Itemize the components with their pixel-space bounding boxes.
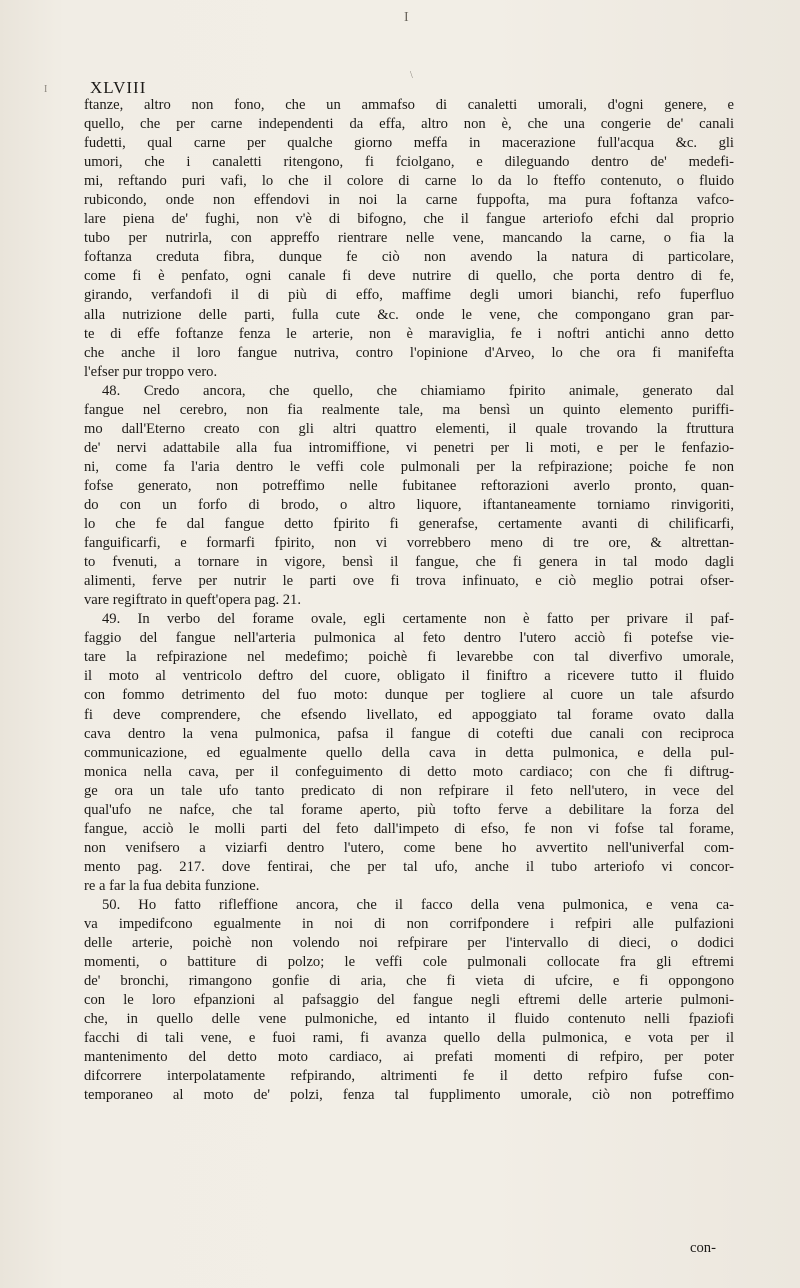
text-line: do con un forfo di brodo, o altro liquore, iftantaneamente torniamo rinvigoriti,	[84, 496, 734, 513]
text-line: faggio del fangue nell'arteria pulmonica al feto dentro l'utero acciò fi potefse vie-	[84, 630, 734, 647]
small-mark: \	[410, 70, 413, 81]
text-line: umori, che i canaletti ritengono, fi fciolgano, e dileguando dentro de' medefi-	[84, 154, 734, 171]
text-line: re a far la fua debita funzione.	[84, 877, 260, 894]
top-mark: I	[404, 10, 409, 25]
text-line: communicazione, ed egualmente quello della cava in detta pulmonica, e della pul-	[84, 744, 734, 761]
text-line: fudetti, qual carne per qualche giorno meffa in macerazione full'acqua &c. gli	[84, 135, 734, 152]
text-line: girando, verfandofi il di più di effo, maffime degli umori bianchi, refo fuperfluo	[84, 287, 734, 304]
text-line: va impedifcono egualmente in noi di non corrifpondere i refpiri alle pulfazioni	[84, 916, 734, 933]
text-line: tare la refpirazione nel medefimo; poichè fi levarebbe con tal diverfivo umorale,	[84, 649, 734, 666]
text-line: foftanza creduta fibra, dunque fe ciò non avendo la natura di particolare,	[84, 249, 734, 266]
text-line: difcorrere interpolatamente refpirando, altrimenti fe il detto refpiro fufse con-	[84, 1068, 734, 1085]
text-line: 48. Credo ancora, che quello, che chiamiamo fpirito animale, generato dal	[102, 382, 734, 399]
text-line: che anche il loro fangue nutriva, contro l'opinione d'Arveo, lo che ora fi manifefta	[84, 344, 734, 361]
text-line: alimenti, ferve per nutrir le parti ove fi trova infinuato, e ciò meglio potrai ofser-	[84, 573, 734, 590]
text-line: fangue, acciò le molli parti del feto dall'impeto di efso, fe non vi fofse tal forame,	[84, 820, 734, 837]
body-text	[84, 96, 734, 1105]
text-line: facchi di tali vene, e fuoi rami, fi avanza quello della pulmonica, e vota per il	[84, 1030, 734, 1047]
text-line: mo dall'Eterno creato con gli altri quattro elementi, il quale trovando la ftruttura	[84, 420, 734, 437]
text-line: to fvenuti, a tornare in vigore, bensì il fangue, che fi genera in tal modo dagli	[84, 554, 734, 571]
text-line: che, in quello delle vene pulmoniche, ed intanto il fluido contenuto nelli fpaziofi	[84, 1011, 734, 1028]
text-line: mento pag. 217. dove fentirai, che per tal ufo, anche il tubo arteriofo vi concor-	[84, 858, 734, 875]
text-line: de' nervi adattabile alla fua intromiffione, vi penetri per li moti, e per le fenfazio-	[84, 439, 734, 456]
text-line: ftanze, altro non fono, che un ammafso di canaletti umorali, d'ogni genere, e	[84, 97, 734, 113]
text-line: fofse generato, non potreffimo nelle fubitanee reftorazioni averlo pronto, quan-	[84, 477, 734, 494]
text-line: delle arterie, poichè non volendo noi refpirare per l'intervallo di dieci, o dodici	[84, 935, 734, 952]
text-line: alla nutrizione delle parti, fulla cute &c. onde le vene, che compongano gran par-	[84, 306, 734, 323]
text-line: temporaneo al moto de' polzi, fenza tal fupplimento umorale, ciò non potreffimo	[84, 1087, 734, 1104]
text-line: de' bronchi, rimangono gonfie di aria, che fi vieta di ufcire, e fi oppongono	[84, 973, 734, 990]
text-line: lo che fe dal fangue detto fpirito fi generafse, certamente avanti di chilificarfi,	[84, 516, 734, 533]
text-line: il moto al ventricolo deftro del cuore, obligato il finiftro a ricevere tutto il fluido	[84, 668, 734, 685]
text-line: ni, come fa l'aria dentro le veffi cole pulmonali per la refpirazione; poiche fe non	[84, 458, 734, 475]
text-line: l'efser pur troppo vero.	[84, 363, 218, 380]
text-line: momenti, o battiture di polzo; le veffi cole pulmonali collocate fra gli eftremi	[84, 954, 734, 971]
text-line: qual'ufo ne nafce, che tal forame aperto, più tofto ferve a debilitare la forza del	[84, 801, 734, 818]
text-line: monica nella cava, per il confeguimento di detto moto cardiaco; con che fi diftrug-	[84, 763, 734, 780]
text-line: quello, che per carne independenti da effa, altro non è, che una congerie de' canali	[84, 116, 734, 133]
text-line: non venifsero a viziarfi dentro l'utero, come bene ho avvertito nell'univerfal com-	[84, 839, 734, 856]
text-line: fanguificarfi, e formarfi fpirito, non vi vorrebbero meno di tre ore, & altrettan-	[84, 535, 734, 552]
catchword: con-	[690, 1240, 716, 1256]
left-mark: I	[44, 84, 48, 95]
text-line: rubicondo, onde non effendovi in noi la carne fuppofta, ma pura foftanza vafco-	[84, 192, 734, 209]
text-line: vare regiftrato in queft'opera pag. 21.	[84, 592, 301, 609]
text-line: fangue nel cerebro, non fia realmente tale, ma bensì un quinto elemento puriffi-	[84, 401, 734, 418]
text-line: con le loro efpanzioni al pafsaggio del fangue negli eftremi delle arterie pulmoni-	[84, 992, 734, 1009]
text-line: fi deve comprendere, che efsendo livellato, ed appoggiato tal forame ovato dalla	[84, 706, 734, 723]
text-line: lare piena de' fughi, non v'è di bifogno, che il fangue arteriofo efchi dal proprio	[84, 211, 734, 228]
text-line: 49. In verbo del forame ovale, egli certamente non è fatto per privare il paf-	[102, 611, 734, 628]
text-line: te di effe foftanze fenza le arterie, non è maraviglia, fe i noftri antichi anno detto	[84, 325, 734, 342]
text-line: mantenimento del detto moto cardiaco, ai prefati momenti di refpiro, per poter	[84, 1049, 734, 1066]
text-line: con fommo detrimento del fuo moto: dunque per togliere al cuore un tale afsurdo	[84, 687, 734, 704]
text-line: mi, reftando puri vafi, lo che il colore di carne lo da lo fteffo contenuto, o fluido	[84, 173, 734, 190]
text-line: cava dentro la vena pulmonica, pafsa il fangue di cotefti due canali con reciproca	[84, 725, 734, 742]
text-line: tubo per nutrirla, con appreffo rientrare nelle vene, mancando la carne, o fia la	[84, 230, 734, 247]
text-line: 50. Ho fatto rifleffione ancora, che il facco della vena pulmonica, e vena ca-	[102, 896, 734, 913]
page-number: XLVIII	[90, 78, 147, 97]
text-line: come fi è penfato, ogni canale fi deve nutrire di quello, che porta dentro di fe,	[84, 268, 734, 285]
text-line: ge ora un tale ufo tanto predicato di non refpirare il feto nell'utero, in vece del	[84, 782, 734, 799]
